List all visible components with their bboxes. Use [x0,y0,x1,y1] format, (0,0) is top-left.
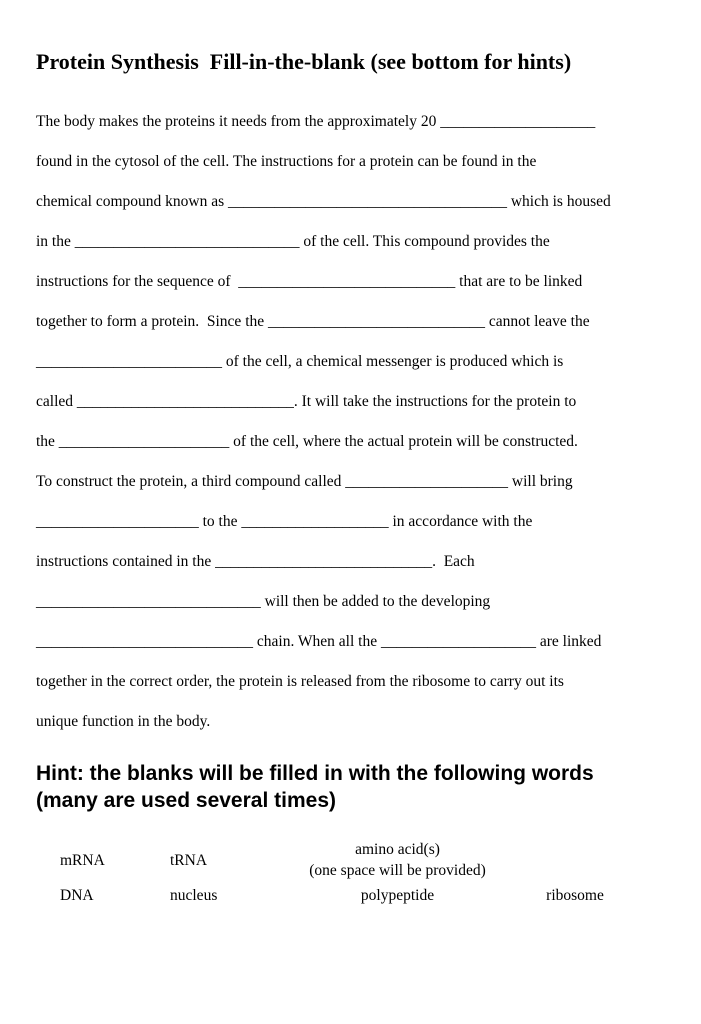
hint-word-trna: tRNA [170,851,208,869]
paragraph-line: _____________________________ will then be added to the developing [36,592,491,610]
paragraph-line: the ______________________ of the cell, where the actual protein will be constructed. [36,432,578,450]
hint-word-ribosome: ribosome [546,886,604,904]
paragraph-line: _____________________ to the ___________________ in accordance with the [36,512,533,530]
hint-word-amino-acid-label: amino acid(s) [355,841,440,859]
paragraph-line: together to form a protein. Since the ____________________________ cannot leave the [36,312,590,330]
paragraph-line: The body makes the proteins it needs from the approximately 20 ____________________ [36,112,596,130]
paragraph-line: chemical compound known as ____________________________________ which is housed [36,192,611,210]
hint-word-amino-acid [290,840,505,880]
paragraph-line: in the _____________________________ of the cell. This compound provides the [36,232,550,250]
paragraph-line: found in the cytosol of the cell. The instructions for a protein can be found in the [36,152,537,170]
hint-words-table [60,840,665,904]
hint-word-dna: DNA [60,886,94,904]
paragraph-line: called ____________________________. It will take the instructions for the protein to [36,392,577,410]
hint-word-polypeptide: polypeptide [360,886,435,904]
paragraph-line: ____________________________ chain. When all the ____________________ are linked [36,632,602,650]
paragraph-line: together in the correct order, the protein is released from the ribosome to carry out its [36,672,564,690]
hint-word-amino-acid-note: (one space will be provided) [309,861,486,879]
paragraph-line: unique function in the body. [36,712,211,730]
hint-word-nucleus: nucleus [170,886,218,904]
page-title: Protein Synthesis Fill-in-the-blank (see bottom for hints) [36,49,572,74]
paragraph-line: instructions contained in the ____________________________. Each [36,552,475,570]
paragraph-line: To construct the protein, a third compound called _____________________ will bring [36,472,573,490]
fill-in-paragraph [36,102,665,742]
hint-word-mrna: mRNA [60,851,105,869]
hint-heading: Hint: the blanks will be filled in with the following words (many are used several times) [36,761,594,813]
paragraph-line: instructions for the sequence of ____________________________ that are to be linked [36,272,583,290]
paragraph-line: ________________________ of the cell, a chemical messenger is produced which is [36,352,564,370]
